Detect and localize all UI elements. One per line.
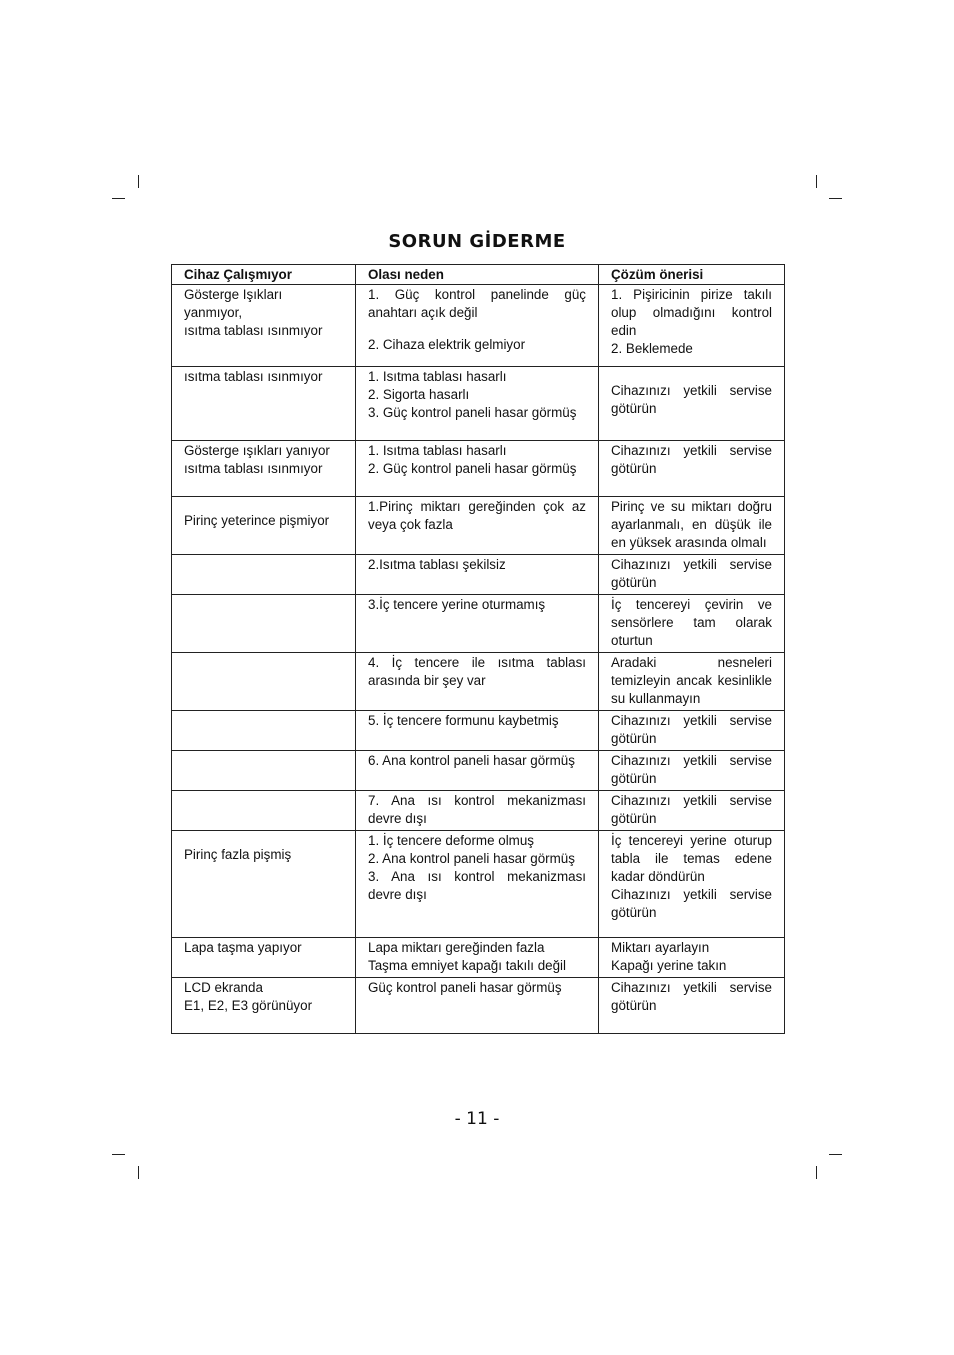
cell-text: Lapa taşma yapıyor	[184, 940, 302, 955]
solution-cell	[599, 441, 785, 497]
cell-text: 1. İç tencere deforme olmuş	[368, 833, 534, 848]
cell-text: 3. Güç kontrol paneli hasar görmüş	[368, 405, 577, 420]
cell-text	[184, 832, 343, 846]
cell-text: Cihazınızı yetkili servise götürün	[611, 753, 772, 786]
solution-cell	[599, 653, 785, 711]
cause-cell	[356, 711, 599, 751]
problem-cell	[172, 711, 356, 751]
troubleshooting-table	[171, 264, 785, 1034]
crop-mark	[138, 175, 139, 188]
cell-text: 2.Isıtma tablası şekilsiz	[368, 557, 506, 572]
cell-text: 4. İç tencere ile ısıtma tablası arasında bir şey var	[368, 655, 586, 688]
solution-cell	[599, 938, 785, 978]
cell-text: Pirinç ve su miktarı doğru ayarlanmalı, en düşük ile en yüksek arasında olmalı	[611, 499, 772, 550]
cell-text: Cihazınızı yetkili servise götürün	[611, 557, 772, 590]
solution-cell	[599, 751, 785, 791]
crop-mark	[829, 1154, 842, 1155]
cell-text: Taşma emniyet kapağı takılı değil	[368, 958, 566, 973]
cell-text: Kapağı yerine takın	[611, 958, 727, 973]
cell-text	[611, 368, 772, 382]
cell-text: ısıtma tablası ısınmıyor	[184, 323, 323, 338]
cell-text: 1. Güç kontrol panelinde güç anahtarı açık değil	[368, 287, 586, 320]
page-number: - 11 -	[454, 1109, 500, 1129]
column-header: Olası neden	[356, 265, 599, 285]
cause-cell	[356, 497, 599, 555]
cell-text: 1. Isıtma tablası hasarlı	[368, 443, 507, 458]
solution-cell	[599, 831, 785, 938]
cell-text	[184, 556, 343, 570]
cell-text: Cihazınızı yetkili servise götürün	[611, 443, 772, 476]
table-row	[172, 367, 785, 441]
cell-text	[184, 712, 343, 726]
cell-text: 3. Ana ısı kontrol mekanizması devre dışı	[368, 869, 586, 902]
cell-text: İç tencereyi çevirin ve sensörlere tam olarak oturtun	[611, 597, 772, 648]
problem-cell	[172, 285, 356, 367]
problem-cell	[172, 831, 356, 938]
crop-mark	[816, 1166, 817, 1179]
solution-cell	[599, 555, 785, 595]
cell-text: Gösterge Işıkları yanmıyor,	[184, 287, 283, 320]
page-title: SORUN GİDERME	[388, 231, 566, 252]
cause-cell	[356, 978, 599, 1034]
column-header: Cihaz Çalışmıyor	[172, 265, 356, 285]
cell-text: 2. Güç kontrol paneli hasar görmüş	[368, 461, 577, 476]
cell-text: İç tencereyi yerine oturup tabla ile temas edene kadar döndürün	[611, 833, 772, 884]
table-row	[172, 653, 785, 711]
cell-text: 2. Ana kontrol paneli hasar görmüş	[368, 851, 575, 866]
cell-text	[184, 596, 343, 610]
problem-cell	[172, 555, 356, 595]
crop-mark	[829, 198, 842, 199]
cell-text: Miktarı ayarlayın	[611, 940, 710, 955]
table-row	[172, 595, 785, 653]
cause-cell	[356, 938, 599, 978]
table-row	[172, 978, 785, 1034]
cell-text: 1.Pirinç miktarı gereğinden çok az veya çok fazla	[368, 499, 586, 532]
cause-cell	[356, 285, 599, 367]
table-row	[172, 711, 785, 751]
cell-text	[368, 322, 586, 336]
cell-text: E1, E2, E3 görünüyor	[184, 998, 313, 1013]
table-row	[172, 497, 785, 555]
problem-cell	[172, 791, 356, 831]
cell-text: LCD ekranda	[184, 980, 263, 995]
cell-text: ısıtma tablası ısınmıyor	[184, 369, 323, 384]
cell-text: Pirinç fazla pişmiş	[184, 847, 292, 862]
problem-cell	[172, 497, 356, 555]
solution-cell	[599, 595, 785, 653]
problem-cell	[172, 441, 356, 497]
cause-cell	[356, 653, 599, 711]
cell-text: 5. İç tencere formunu kaybetmiş	[368, 713, 559, 728]
cause-cell	[356, 595, 599, 653]
cause-cell	[356, 441, 599, 497]
table-row	[172, 751, 785, 791]
table-row	[172, 831, 785, 938]
problem-cell	[172, 595, 356, 653]
cause-cell	[356, 791, 599, 831]
table-row	[172, 938, 785, 978]
table-row	[172, 285, 785, 367]
crop-mark	[138, 1166, 139, 1179]
cell-text: 3.İç tencere yerine oturmamış	[368, 597, 546, 612]
cell-text: 7. Ana ısı kontrol mekanizması devre dışı	[368, 793, 586, 826]
cell-text: Cihazınızı yetkili servise götürün	[611, 887, 772, 920]
solution-cell	[599, 367, 785, 441]
cell-text: ısıtma tablası ısınmıyor	[184, 461, 323, 476]
cell-text: Cihazınızı yetkili servise götürün	[611, 793, 772, 826]
table-row	[172, 791, 785, 831]
cell-text: Pirinç yeterince pişmiyor	[184, 513, 330, 528]
table-row	[172, 441, 785, 497]
cell-text	[184, 752, 343, 766]
cause-cell	[356, 831, 599, 938]
crop-mark	[112, 1154, 125, 1155]
crop-mark	[816, 175, 817, 188]
solution-cell	[599, 285, 785, 367]
crop-mark	[112, 198, 125, 199]
cell-text: Cihazınızı yetkili servise götürün	[611, 713, 772, 746]
solution-cell	[599, 711, 785, 751]
cell-text: Cihazınızı yetkili servise götürün	[611, 980, 772, 1013]
problem-cell	[172, 978, 356, 1034]
solution-cell	[599, 791, 785, 831]
column-header: Çözüm önerisi	[599, 265, 785, 285]
problem-cell	[172, 751, 356, 791]
cell-text: 2. Cihaza elektrik gelmiyor	[368, 337, 526, 352]
problem-cell	[172, 653, 356, 711]
table-row	[172, 555, 785, 595]
problem-cell	[172, 938, 356, 978]
cell-text	[184, 498, 343, 512]
cell-text	[184, 654, 343, 668]
cell-text	[184, 792, 343, 806]
cell-text: Lapa miktarı gereğinden fazla	[368, 940, 545, 955]
table-header-row	[172, 265, 785, 285]
solution-cell	[599, 497, 785, 555]
cell-text: Aradaki nesneleri temizleyin ancak kesinlikle su kullanmayın	[611, 655, 772, 706]
cause-cell	[356, 367, 599, 441]
solution-cell	[599, 978, 785, 1034]
problem-cell	[172, 367, 356, 441]
cause-cell	[356, 555, 599, 595]
cell-text: 6. Ana kontrol paneli hasar görmüş	[368, 753, 575, 768]
cell-text: 2. Sigorta hasarlı	[368, 387, 470, 402]
cell-text: 2. Beklemede	[611, 341, 693, 356]
cell-text: Gösterge ışıkları yanıyor	[184, 443, 330, 458]
cell-text: 1. Isıtma tablası hasarlı	[368, 369, 507, 384]
cell-text: Güç kontrol paneli hasar görmüş	[368, 980, 562, 995]
cell-text: 1. Pişiricinin pirize takılı olup olmadığını kontrol edin	[611, 287, 772, 338]
cell-text: Cihazınızı yetkili servise götürün	[611, 383, 772, 416]
cause-cell	[356, 751, 599, 791]
